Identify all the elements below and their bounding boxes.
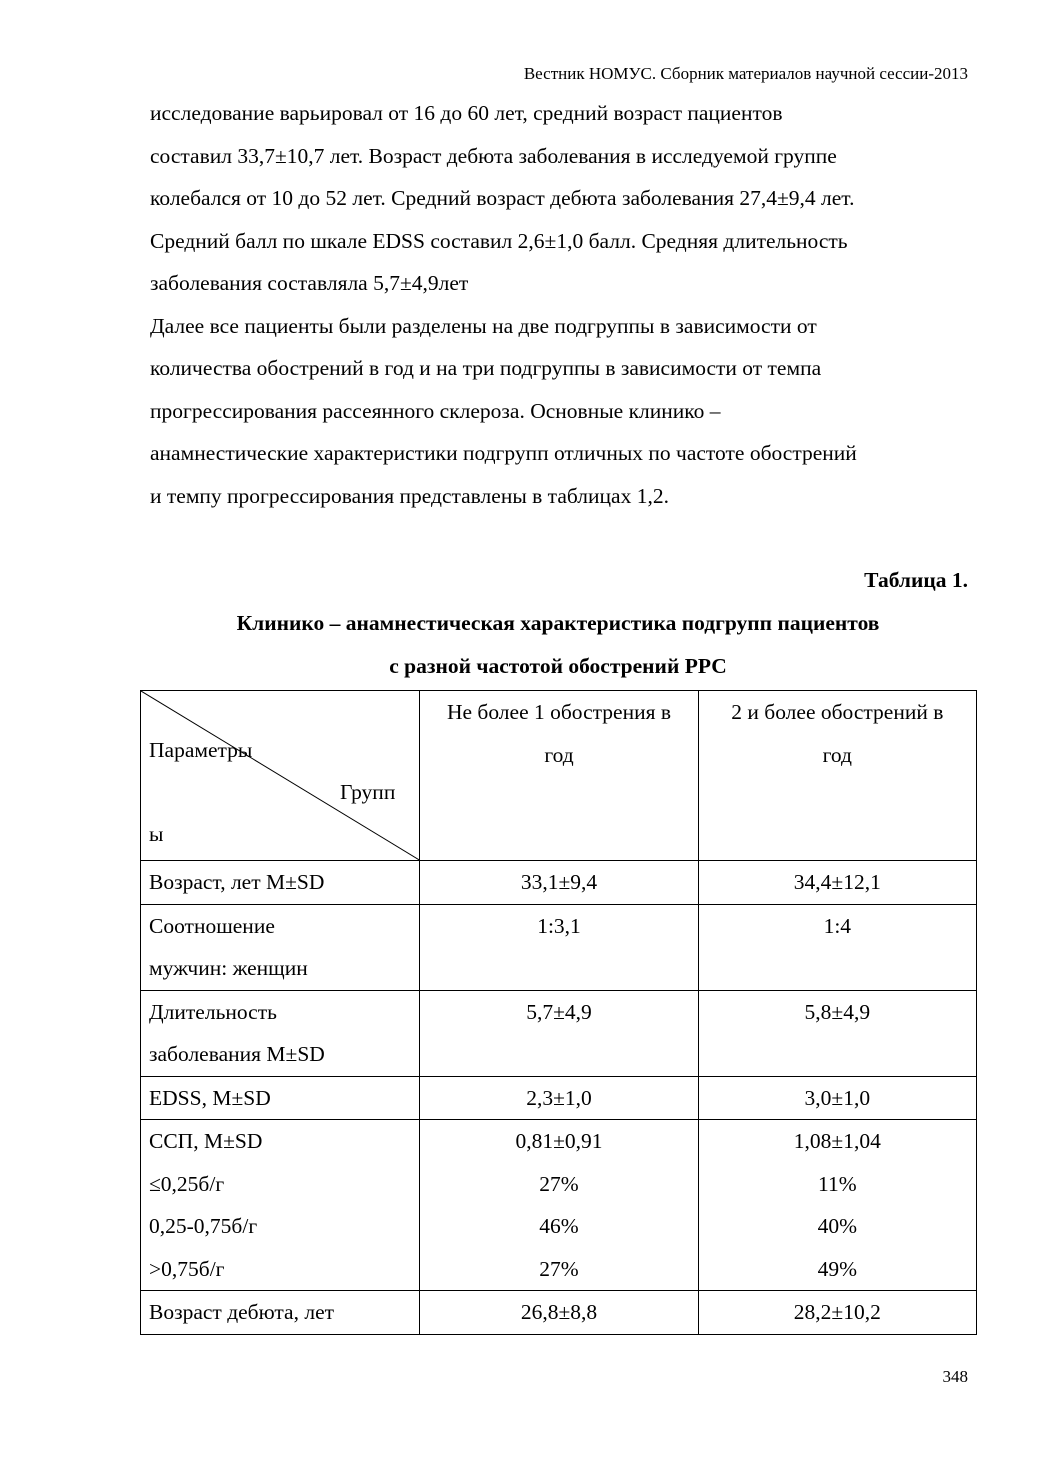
cell-text: >0,75б/г [149, 1256, 225, 1281]
row-label [141, 1120, 420, 1291]
header-col-2 [698, 691, 976, 861]
header-groups-label-tail: ы [149, 822, 164, 846]
cell-text: мужчин: женщин [149, 956, 308, 980]
row-value-col-2 [698, 1076, 976, 1120]
cell-text: Возраст дебюта, лет [149, 1300, 335, 1324]
cell-text: 0,81±0,91 [515, 1129, 603, 1153]
row-label [141, 1076, 420, 1120]
row-value-col-2 [698, 990, 976, 1076]
cell-text: 5,7±4,9 [526, 999, 592, 1024]
text-line: Далее все пациенты были разделены на две подгруппы в зависимости от [150, 313, 817, 338]
cell-text: 11% [818, 1171, 857, 1196]
row-value-col-1 [420, 990, 698, 1076]
cell-text: 28,2±10,2 [793, 1300, 881, 1324]
header-text: год [544, 742, 574, 767]
row-value-col-1 [420, 1076, 698, 1120]
text-line: Средний балл по шкале EDSS составил 2,6±1,0 балл. Средняя длительность [150, 228, 848, 253]
row-value-col-1 [420, 1291, 698, 1335]
cell-text: 1,08±1,04 [793, 1129, 881, 1153]
cell-text: Возраст, лет M±SD [149, 870, 325, 894]
cell-text: Длительность [149, 999, 277, 1024]
table-row [141, 990, 977, 1076]
header-groups-label: Групп [340, 780, 396, 804]
cell-text: 34,4±12,1 [793, 870, 881, 894]
text-line: исследование варьировал от 16 до 60 лет, средний возраст пациентов [150, 101, 783, 125]
row-value-col-1 [420, 904, 698, 990]
cell-text: ССП, M±SD [149, 1129, 263, 1153]
table-row [141, 1076, 977, 1120]
row-label [141, 990, 420, 1076]
cell-text: заболевания M±SD [149, 1042, 325, 1066]
paragraph-1 [150, 92, 980, 305]
paragraph-2 [150, 305, 980, 518]
cell-text: 40% [817, 1214, 858, 1238]
cell-text: ≤0,25б/г [149, 1171, 225, 1196]
body-text [150, 92, 980, 517]
table-row [141, 861, 977, 905]
cell-text: 46% [539, 1214, 579, 1238]
header-text: год [822, 742, 852, 767]
text-line: количества обострений в год и на три подгруппы в зависимости от темпа [150, 356, 822, 380]
header-params-label: Параметры [149, 738, 253, 762]
text-line: составил 33,7±10,7 лет. Возраст дебюта заболевания в исследуемой группе [150, 143, 837, 168]
table-row [141, 1120, 977, 1291]
header-diagonal-cell [141, 691, 420, 861]
table-row [141, 1291, 977, 1335]
cell-text: 49% [817, 1256, 858, 1281]
row-value-col-2 [698, 1120, 976, 1291]
cell-text: Соотношение [149, 913, 275, 938]
row-value-col-2 [698, 861, 976, 905]
header-text: 2 и более обострений в [731, 700, 944, 724]
running-header: Вестник НОМУС. Сборник материалов научной сессии-2013 [523, 64, 968, 83]
cell-text: 26,8±8,8 [520, 1300, 598, 1324]
row-value-col-1 [420, 861, 698, 905]
cell-text: 1:4 [823, 913, 852, 938]
cell-text: 3,0±1,0 [804, 1085, 871, 1110]
cell-text: 1:3,1 [537, 913, 581, 938]
text-line: заболевания составляла 5,7±4,9лет [150, 271, 469, 295]
page-number: 348 [942, 1367, 968, 1386]
cell-text: 27% [539, 1256, 579, 1281]
cell-text: 2,3±1,0 [526, 1085, 592, 1110]
text-line: и темпу прогрессирования представлены в таблицах 1,2. [150, 483, 669, 508]
text-line: колебался от 10 до 52 лет. Средний возраст дебюта заболевания 27,4±9,4 лет. [150, 186, 855, 210]
row-value-col-2 [698, 904, 976, 990]
table-caption [140, 602, 976, 688]
data-table [140, 690, 977, 1335]
table-label: Таблица 1. [864, 568, 968, 592]
header-col-1 [420, 691, 698, 861]
table-header-row [141, 691, 977, 861]
row-label [141, 904, 420, 990]
cell-text: EDSS, M±SD [149, 1085, 271, 1110]
text-line: анамнестические характеристики подгрупп отличных по частоте обострений [150, 441, 857, 465]
table-row [141, 904, 977, 990]
row-value-col-1 [420, 1120, 698, 1291]
cell-text: 33,1±9,4 [520, 870, 598, 894]
cell-text: 27% [539, 1171, 579, 1196]
cell-text: 5,8±4,9 [804, 999, 871, 1024]
header-text: Не более 1 обострения в [446, 700, 672, 724]
row-value-col-2 [698, 1291, 976, 1335]
text-line: прогрессирования рассеянного склероза. Основные клинико – [150, 398, 721, 423]
table-caption-line: Клинико – анамнестическая характеристика подгрупп пациентов [236, 611, 880, 635]
row-label [141, 1291, 420, 1335]
table-caption-line: с разной частотой обострений РРС [389, 654, 727, 678]
cell-text: 0,25-0,75б/г [149, 1214, 258, 1238]
row-label [141, 861, 420, 905]
